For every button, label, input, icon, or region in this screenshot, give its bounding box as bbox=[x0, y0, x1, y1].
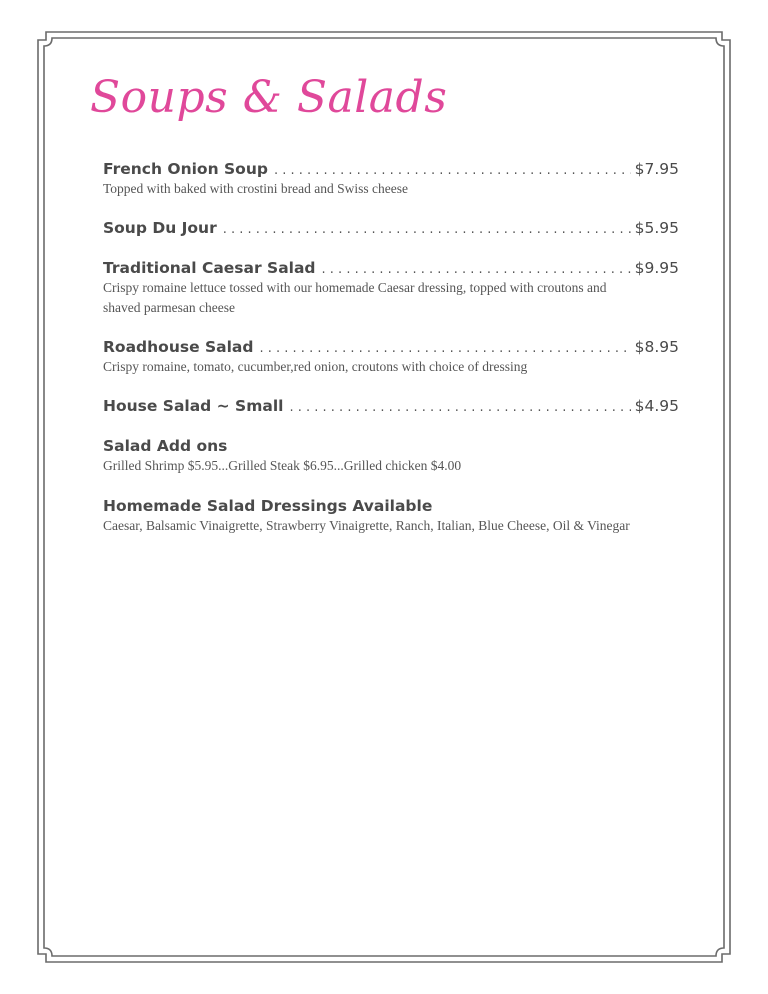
item-name: House Salad ~ Small bbox=[103, 397, 284, 415]
item-description: Topped with baked with crostini bread and Swiss cheese bbox=[103, 181, 408, 196]
item-price: $5.95 bbox=[634, 219, 679, 237]
dressings-heading: Homemade Salad Dressings Available bbox=[103, 497, 433, 515]
menu-item-traditional-caesar-salad bbox=[103, 259, 679, 318]
page-title: Soups & Salads bbox=[90, 72, 448, 123]
item-name: Traditional Caesar Salad bbox=[103, 259, 316, 277]
menu-item-house-salad bbox=[103, 397, 679, 415]
item-name: Roadhouse Salad bbox=[103, 338, 254, 356]
item-price: $8.95 bbox=[634, 338, 679, 356]
item-price: $4.95 bbox=[634, 397, 679, 415]
item-name: French Onion Soup bbox=[103, 160, 268, 178]
add-ons-text: Grilled Shrimp $5.95...Grilled Steak $6.95...Grilled chicken $4.00 bbox=[103, 458, 462, 473]
dot-leader bbox=[223, 222, 631, 237]
dot-leader bbox=[289, 400, 630, 415]
item-description: Crispy romaine lettuce tossed with our homemade Caesar dressing, topped with croutons and shaved parmesan cheese bbox=[103, 280, 607, 315]
menu-item-soup-du-jour bbox=[103, 219, 679, 237]
add-ons-heading: Salad Add ons bbox=[103, 437, 228, 455]
salad-add-ons bbox=[103, 437, 679, 476]
dressings-text: Caesar, Balsamic Vinaigrette, Strawberry Vinaigrette, Ranch, Italian, Blue Cheese, Oil & Vinegar bbox=[103, 518, 630, 533]
item-price: $7.95 bbox=[634, 160, 679, 178]
dot-leader bbox=[259, 341, 630, 356]
dot-leader bbox=[322, 262, 631, 277]
salad-dressings bbox=[103, 497, 679, 536]
menu-item-roadhouse-salad bbox=[103, 338, 679, 377]
item-name: Soup Du Jour bbox=[103, 219, 217, 237]
item-description: Crispy romaine, tomato, cucumber,red onion, croutons with choice of dressing bbox=[103, 359, 528, 374]
menu-item-french-onion-soup bbox=[103, 160, 679, 199]
dot-leader bbox=[274, 163, 631, 178]
item-price: $9.95 bbox=[634, 259, 679, 277]
